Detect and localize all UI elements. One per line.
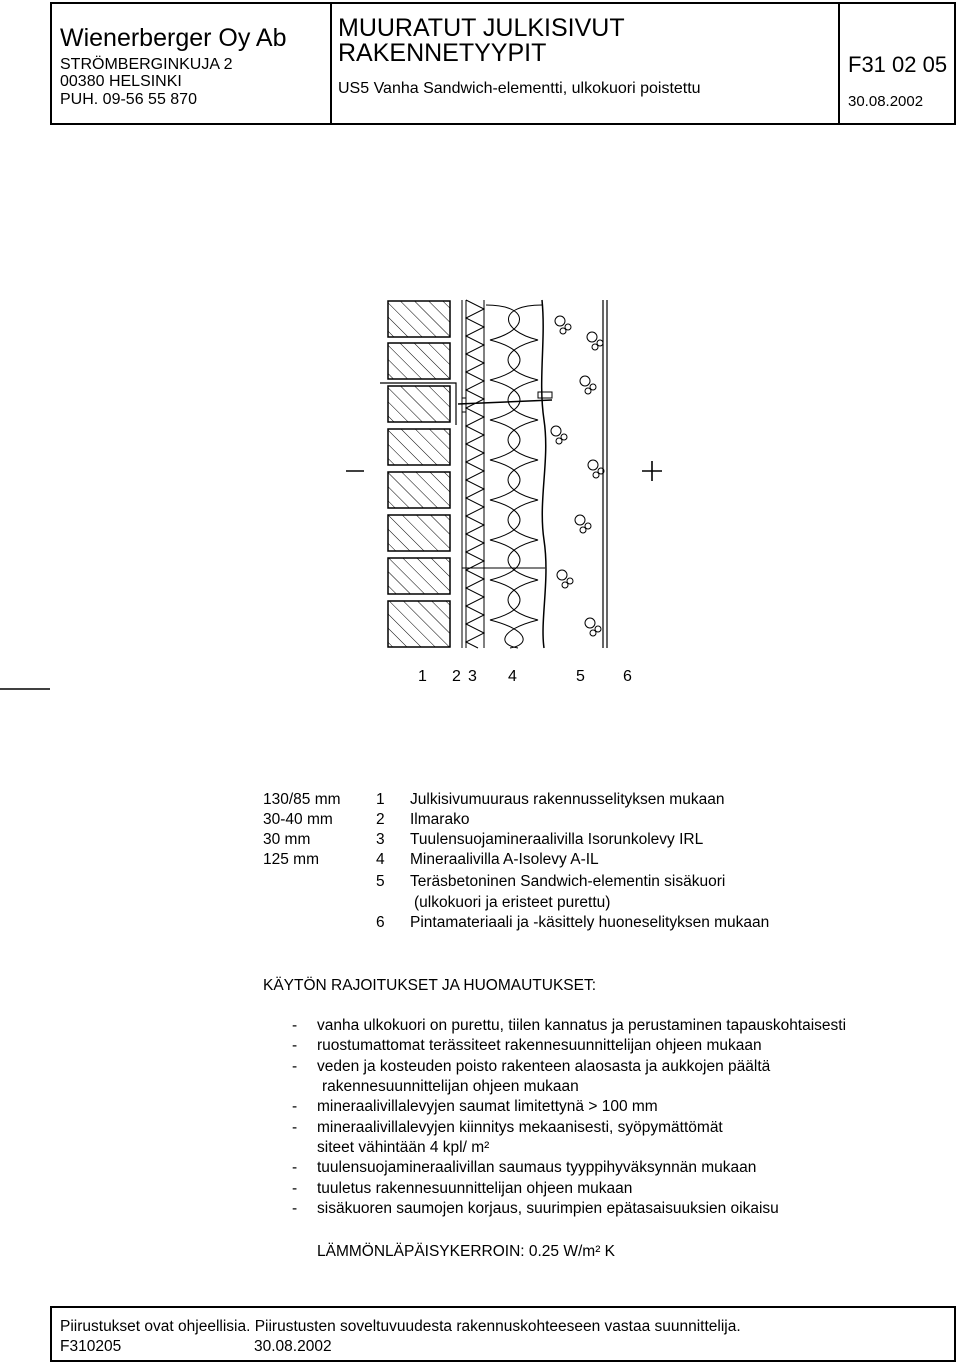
legend-num-3: 3 bbox=[376, 831, 385, 848]
legend-thickness-1: 130/85 mm bbox=[263, 791, 341, 808]
legend-num-5: 5 bbox=[376, 873, 385, 890]
note-item-7: tuuletus rakennesuunnittelijan ohjeen mukaan bbox=[317, 1180, 633, 1197]
legend-desc-1: Julkisivumuuraus rakennusselityksen mukaan bbox=[410, 791, 725, 808]
note-dash: - bbox=[292, 1037, 298, 1054]
layer-number-6: 6 bbox=[623, 668, 632, 685]
note-item-5-cont: siteet vähintään 4 kpl/ m² bbox=[317, 1139, 490, 1156]
note-dash: - bbox=[292, 1180, 298, 1197]
note-item-3-cont: rakennesuunnittelijan ohjeen mukaan bbox=[322, 1078, 579, 1095]
footer-disclaimer: Piirustukset ovat ohjeellisia. Piirustusten soveltuvuudesta rakennuskohteeseen vastaa suunnittelija. bbox=[60, 1318, 741, 1335]
note-dash: - bbox=[292, 1200, 298, 1217]
note-item-6: tuulensuojamineraalivillan saumaus tyyppihyväksynnän mukaan bbox=[317, 1159, 757, 1176]
note-dash: - bbox=[292, 1058, 298, 1075]
note-item-5: mineraalivillalevyjen kiinnitys mekaanisesti, syöpymättömät bbox=[317, 1119, 723, 1136]
company-name: Wienerberger Oy Ab bbox=[60, 24, 287, 52]
note-item-8: sisäkuoren saumojen korjaus, suurimpien epätasaisuuksien oikaisu bbox=[317, 1200, 779, 1217]
document-code: F31 02 05 bbox=[848, 52, 948, 77]
footer-code: F310205 bbox=[60, 1338, 122, 1355]
legend-desc-5b: (ulkokuori ja eristeet purettu) bbox=[414, 894, 611, 911]
legend-num-2: 2 bbox=[376, 811, 385, 828]
legend-desc-4: Mineraalivilla A-Isolevy A-IL bbox=[410, 851, 599, 868]
legend-thickness-3: 30 mm bbox=[263, 831, 311, 848]
layer-number-1: 1 bbox=[418, 668, 427, 685]
legend-thickness-4: 125 mm bbox=[263, 851, 319, 868]
brick-layer bbox=[388, 301, 450, 647]
legend-num-4: 4 bbox=[376, 851, 385, 868]
legend-desc-6: Pintamateriaali ja -käsittely huoneselityksen mukaan bbox=[410, 914, 770, 931]
address-street: STRÖMBERGINKUJA 2 bbox=[60, 56, 233, 73]
wind-barrier-layer bbox=[466, 300, 484, 648]
note-dash: - bbox=[292, 1159, 298, 1176]
notes-heading: KÄYTÖN RAJOITUKSET JA HUOMAUTUKSET: bbox=[263, 977, 597, 994]
note-item-3: veden ja kosteuden poisto rakenteen alaosasta ja aukkojen päältä bbox=[317, 1058, 771, 1075]
u-value: LÄMMÖNLÄPÄISYKERROIN: 0.25 W/m² K bbox=[317, 1243, 616, 1260]
page-subtitle: US5 Vanha Sandwich-elementti, ulkokuori poistettu bbox=[338, 80, 701, 97]
note-dash: - bbox=[292, 1017, 298, 1034]
note-dash: - bbox=[292, 1119, 298, 1136]
page-title-line1: MUURATUT JULKISIVUT bbox=[338, 14, 625, 42]
layer-number-5: 5 bbox=[576, 668, 585, 685]
document-date: 30.08.2002 bbox=[848, 93, 924, 110]
legend-thickness-2: 30-40 mm bbox=[263, 811, 333, 828]
inside-plus-icon bbox=[642, 461, 662, 481]
concrete-layer bbox=[551, 300, 607, 648]
layer-number-4: 4 bbox=[508, 668, 517, 685]
legend-num-1: 1 bbox=[376, 791, 385, 808]
note-item-2: ruostumattomat terässiteet rakennesuunnittelijan ohjeen mukaan bbox=[317, 1037, 762, 1054]
layer-number-2: 2 bbox=[452, 668, 461, 685]
address-phone: PUH. 09-56 55 870 bbox=[60, 91, 197, 108]
page-title-line2: RAKENNETYYPIT bbox=[338, 39, 547, 67]
footer-date: 30.08.2002 bbox=[254, 1338, 332, 1355]
note-item-1: vanha ulkokuori on purettu, tiilen kannatus ja perustaminen tapauskohtaisesti bbox=[317, 1017, 847, 1034]
legend-desc-2: Ilmarako bbox=[410, 811, 470, 828]
layer-number-3: 3 bbox=[468, 668, 477, 685]
legend-num-6: 6 bbox=[376, 914, 385, 931]
note-dash: - bbox=[292, 1098, 298, 1115]
legend-desc-5: Teräsbetoninen Sandwich-elementin sisäkuori bbox=[410, 873, 726, 890]
legend-desc-3: Tuulensuojamineraalivilla Isorunkolevy IRL bbox=[410, 831, 704, 848]
note-item-4: mineraalivillalevyjen saumat limitettynä > 100 mm bbox=[317, 1098, 658, 1115]
address-city: 00380 HELSINKI bbox=[60, 73, 182, 90]
mineral-wool-layer bbox=[484, 300, 546, 648]
